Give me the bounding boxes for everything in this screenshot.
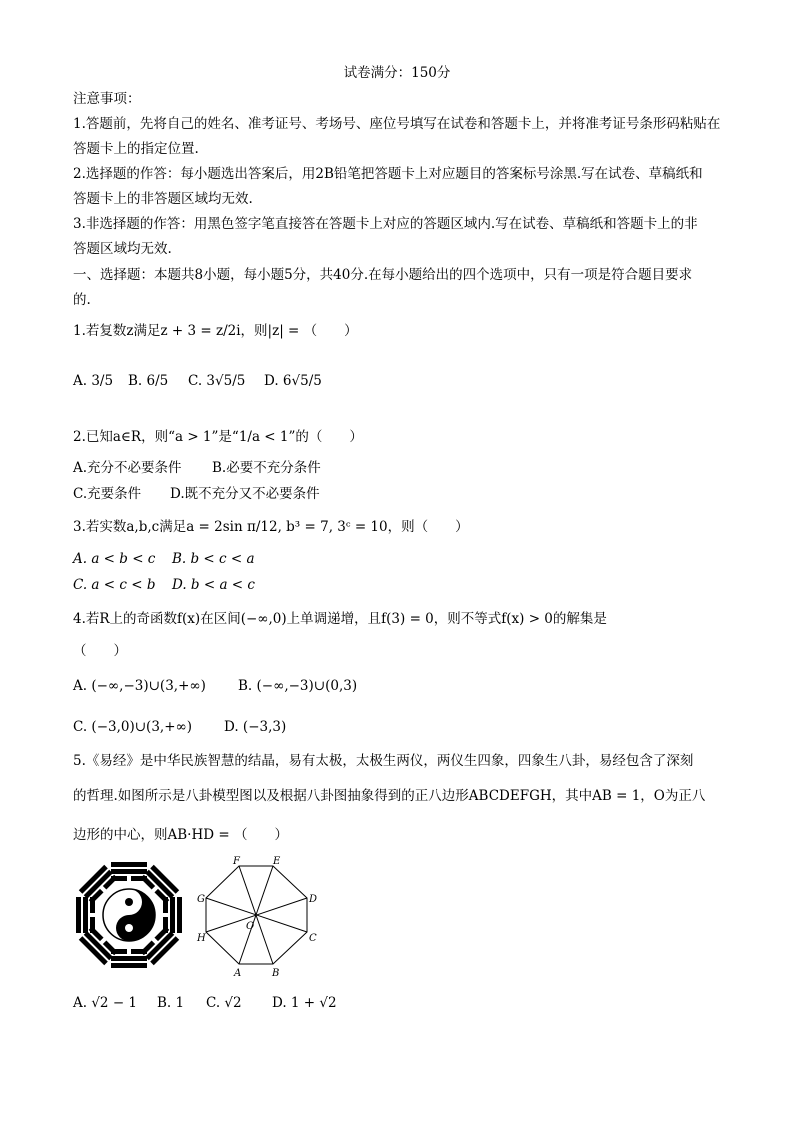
- q4-option-a: A. (−∞,−3)∪(3,+∞): [73, 678, 206, 694]
- q1-option-a: A. 3/5: [73, 373, 114, 389]
- q1-option-b: B. 6/5: [128, 373, 169, 389]
- q5-option-d: D. 1 + √2: [272, 995, 337, 1011]
- vertex-label-e: E: [273, 856, 281, 867]
- q4-stem-a: 4.若R上的奇函数f(x)在区间(−∞,0)上单调递增，且f(3) = 0，则不等式f(x) > 0的解集是: [73, 611, 607, 627]
- taiji-symbol: [103, 889, 155, 941]
- vertex-label-c: C: [309, 933, 317, 944]
- q5-option-c: C. √2: [206, 995, 242, 1011]
- q1-stem: 1.若复数z满足z + 3 = z/2i，则|z| = （ ）: [73, 323, 358, 339]
- vertex-label-a: A: [234, 968, 242, 979]
- q5-stem-b: 的哲理.如图所示是八卦模型图以及根据八卦图抽象得到的正八边形ABCDEFGH，其中AB = 1，O为正八: [73, 788, 706, 804]
- q3-option-b: B. b < c < a: [172, 551, 255, 567]
- notice-item-2b: 答题卡上的非答题区域均无效.: [73, 191, 253, 207]
- q5-stem-c: 边形的中心，则AB·HD = （ ）: [73, 827, 288, 843]
- q5-option-b: B. 1: [157, 995, 185, 1011]
- q1-option-d: D. 6√5/5: [264, 373, 322, 389]
- q5-option-a: A. √2 − 1: [73, 995, 138, 1011]
- notice-item-3a: 3.非选择题的作答：用黑色签字笔直接答在答题卡上对应的答题区域内.写在试卷、草稿纸和答题卡上的非: [73, 216, 698, 232]
- q1-option-c: C. 3√5/5: [188, 373, 246, 389]
- score-line: 试卷满分：150分: [343, 65, 451, 81]
- vertex-label-f: F: [233, 856, 240, 867]
- section-heading-a: 一、选择题：本题共8小题，每小题5分，共40分.在每小题给出的四个选项中，只有一项是符合题目要求: [73, 267, 693, 283]
- q3-option-a: A. a < b < c: [73, 551, 156, 567]
- octagon-figure: [196, 856, 326, 980]
- q3-stem: 3.若实数a,b,c满足a = 2sin π/12, b³ = 7, 3ᶜ = 10，则（ ）: [73, 519, 469, 535]
- center-label-o: O: [246, 921, 255, 932]
- q5-stem-a: 5.《易经》是中华民族智慧的结晶，易有太极，太极生两仪，两仪生四象，四象生八卦，易经包含了深刻: [73, 753, 694, 769]
- q3-option-c: C. a < c < b: [73, 577, 156, 593]
- notice-item-1a: 1.答题前，先将自己的姓名、准考证号、考场号、座位号填写在试卷和答题卡上，并将准考证号条形码粘贴在: [73, 116, 721, 132]
- q2-stem: 2.已知a∈R，则“a > 1”是“1/a < 1”的（ ）: [73, 429, 363, 445]
- q2-option-c: C.充要条件: [73, 486, 142, 502]
- notice-item-1b: 答题卡上的指定位置.: [73, 141, 199, 157]
- vertex-label-g: G: [197, 894, 205, 905]
- bagua-figure: [74, 860, 184, 970]
- q3-option-d: D. b < a < c: [172, 577, 255, 593]
- q2-option-b: B.必要不充分条件: [212, 460, 321, 476]
- vertex-label-d: D: [309, 894, 318, 905]
- vertex-label-b: B: [272, 968, 280, 979]
- q2-option-d: D.既不充分又不必要条件: [170, 486, 320, 502]
- notice-title: 注意事项：: [73, 91, 141, 107]
- q4-option-b: B. (−∞,−3)∪(0,3): [238, 678, 358, 694]
- q2-option-a: A.充分不必要条件: [73, 460, 182, 476]
- q4-stem-b: （ ）: [73, 643, 127, 659]
- vertex-label-h: H: [197, 933, 206, 944]
- notice-item-3b: 答题区域均无效.: [73, 241, 172, 257]
- q4-option-d: D. (−3,3): [224, 719, 287, 735]
- q4-option-c: C. (−3,0)∪(3,+∞): [73, 719, 193, 735]
- section-heading-b: 的.: [73, 292, 91, 308]
- notice-item-2a: 2.选择题的作答：每小题选出答案后，用2B铅笔把答题卡上对应题目的答案标号涂黑.写在试卷、草稿纸和: [73, 166, 703, 182]
